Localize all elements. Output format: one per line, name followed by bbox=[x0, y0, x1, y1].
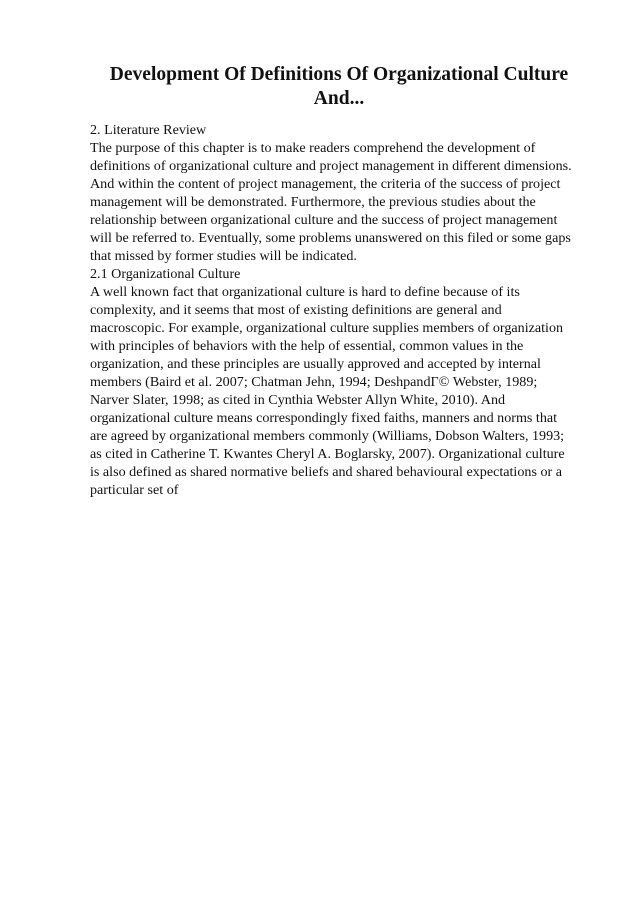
text-line: are agreed by organizational members commonly (Williams, Dobson Walters, 1993; bbox=[90, 428, 565, 444]
text-line: members (Baird et al. 2007; Chatman Jehn, 1994; DeshpandГ© Webster, 1989; bbox=[90, 374, 538, 390]
text-line: Narver Slater, 1998; as cited in Cynthia Webster Allyn White, 2010). And bbox=[90, 392, 506, 408]
text-line: And within the content of project management, the criteria of the success of project bbox=[90, 176, 561, 192]
text-line: will be referred to. Eventually, some problems unanswered on this filed or some gaps bbox=[90, 230, 571, 246]
body-paragraph bbox=[90, 283, 600, 499]
document-title bbox=[60, 63, 618, 111]
text-line: The purpose of this chapter is to make readers comprehend the development of bbox=[90, 140, 536, 156]
section-heading: 2. Literature Review bbox=[90, 122, 207, 138]
title-line: Development Of Definitions Of Organizational Culture bbox=[109, 64, 569, 85]
text-line: as cited in Catherine T. Kwantes Cheryl A. Boglarsky, 2007). Organizational culture bbox=[90, 446, 565, 462]
text-line: organization, and these principles are usually approved and accepted by internal bbox=[90, 356, 541, 372]
text-line: organizational culture means correspondingly fixed faiths, manners and norms that bbox=[90, 410, 558, 426]
text-line: complexity, and it seems that most of existing definitions are general and bbox=[90, 302, 502, 318]
subsection-heading: 2.1 Organizational Culture bbox=[90, 266, 241, 282]
text-line: that missed by former studies will be indicated. bbox=[90, 248, 357, 264]
text-line: A well known fact that organizational culture is hard to define because of its bbox=[90, 284, 520, 300]
text-line: macroscopic. For example, organizational culture supplies members of organization bbox=[90, 320, 564, 336]
document-body bbox=[90, 121, 600, 499]
title-line: And... bbox=[313, 88, 365, 109]
text-line: management will be demonstrated. Furthermore, the previous studies about the bbox=[90, 194, 536, 210]
intro-paragraph bbox=[90, 139, 600, 265]
text-line: with principles of behaviors with the help of essential, common values in the bbox=[90, 338, 524, 354]
text-line: particular set of bbox=[90, 482, 179, 498]
text-line: definitions of organizational culture and project management in different dimensions. bbox=[90, 158, 572, 174]
text-line: is also defined as shared normative beliefs and shared behavioural expectations or a bbox=[90, 464, 562, 480]
text-line: relationship between organizational culture and the success of project management bbox=[90, 212, 558, 228]
